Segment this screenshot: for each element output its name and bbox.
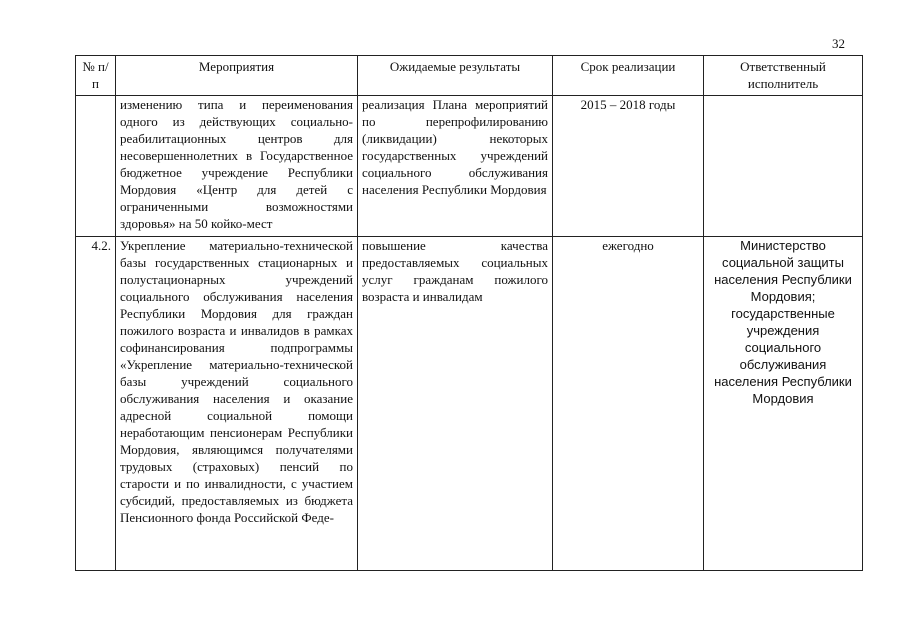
header-num: № п/п: [76, 56, 116, 96]
row-activity: Укрепление материально-технической базы государственных стационарных и полустационарных учреждений социального обслуживания населения Республики Мордовия для граждан пожилого возраста и инвалидов в рамках софинансирования подпрограммы «Укрепление материально-технической базы учреждений социального обслуживания населения и оказание адресной социальной помощи неработающим пенсионерам Республики Мордовия, являющимся получателями трудовых (страховых) пенсий по старости и по инвалидности, с участием субсидий, предоставляемых из бюджета Пенсионного фонда Российской Феде-: [116, 237, 358, 571]
row-term: ежегодно: [553, 237, 704, 571]
row-term: 2015 – 2018 годы: [553, 96, 704, 237]
header-term: Срок реализации: [553, 56, 704, 96]
header-activity: Мероприятия: [116, 56, 358, 96]
page-number: 32: [832, 36, 845, 51]
row-activity: изменению типа и переименования одного из действующих социально-реабилитационных центров для несовершеннолетних в Государственное бюджетное учреждение Республики Мордовия «Центр для детей с ограниченными возможностями здоровья» на 50 койко-мест: [116, 96, 358, 237]
table-header-row: [76, 56, 863, 96]
row-number: [76, 96, 116, 237]
table-row: [76, 237, 863, 571]
header-responsible: Ответственный исполнитель: [704, 56, 863, 96]
row-results: повышение качества предоставляемых социальных услуг гражданам пожилого возраста и инвалидам: [358, 237, 553, 571]
header-results: Ожидаемые результаты: [358, 56, 553, 96]
row-responsible: [704, 96, 863, 237]
row-responsible: Министерство социальной защиты населения Республики Мордовия; государственные учреждения социального обслуживания населения Республики Мордовия: [704, 237, 863, 571]
row-number: 4.2.: [76, 237, 116, 571]
table-row: [76, 96, 863, 237]
measures-table: [75, 55, 863, 571]
row-results: реализация Плана мероприятий по перепрофилированию (ликвидации) некоторых государственных учреждений социального обслуживания населения Республики Мордовия: [358, 96, 553, 237]
